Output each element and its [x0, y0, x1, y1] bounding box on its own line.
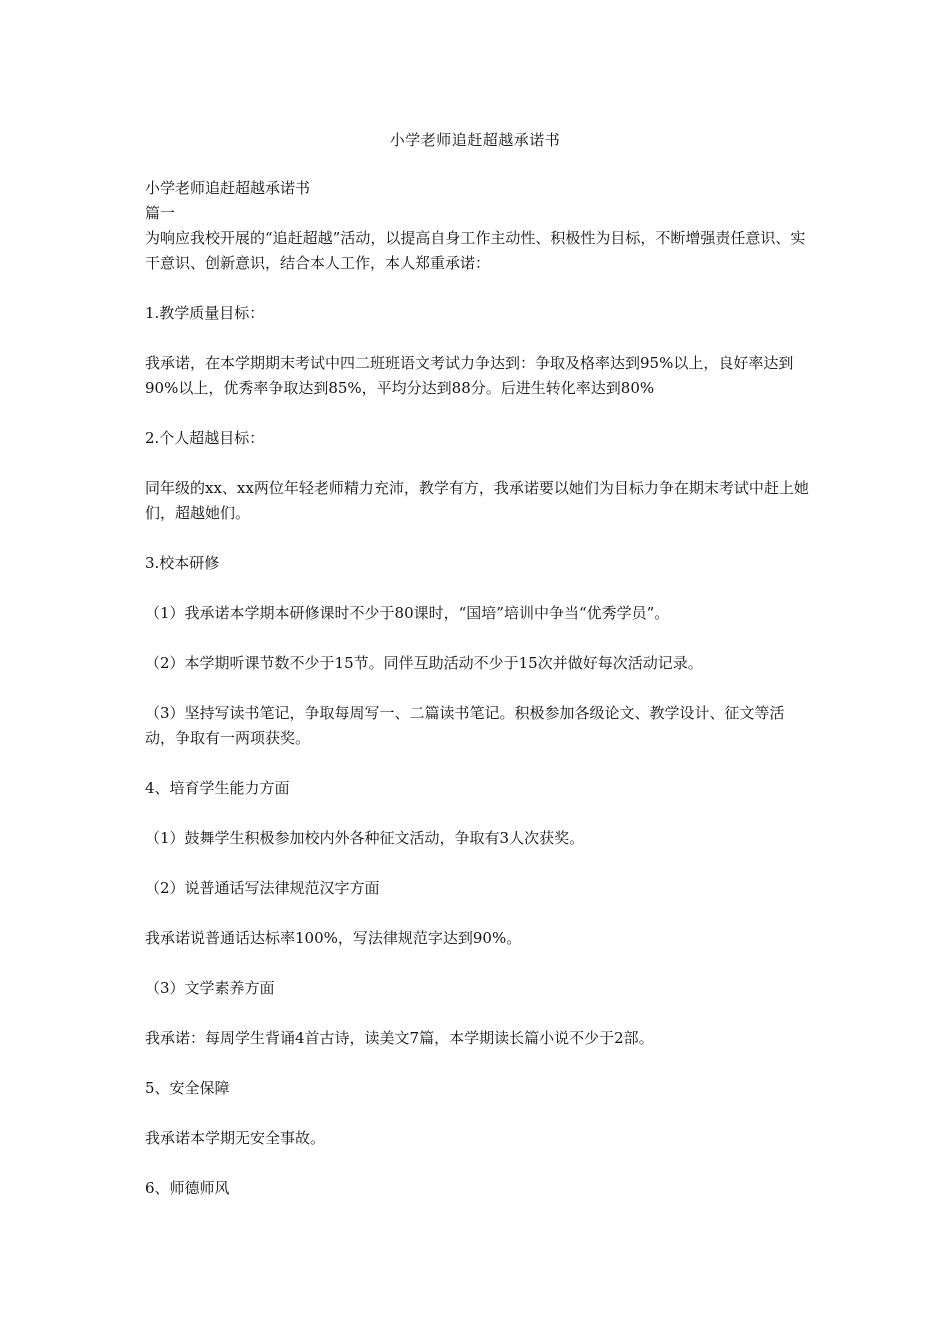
paragraph-ability-1: （1）鼓舞学生积极参加校内外各种征文活动，争取有3人次获奖。 — [145, 829, 585, 847]
paragraph-study-2: （2）本学期听课节数不少于15节。同伴互助活动不少于15次并做好每次活动记录。 — [145, 654, 703, 672]
subtitle: 小学老师追赶超越承诺书 — [145, 179, 311, 197]
heading-personal-goal: 2.个人超越目标： — [145, 429, 265, 447]
heading-school-study: 3.校本研修 — [145, 554, 220, 572]
section-label: 篇一 — [145, 204, 176, 222]
document-body — [145, 176, 810, 1201]
paragraph-teaching-quality: 我承诺，在本学期期末考试中四二班班语文考试力争达到：争取及格率达到95%以上，良好率达到90%以上，优秀率争取达到85%，平均分达到88分。后进生转化率达到80% — [145, 354, 794, 397]
heading-student-ability: 4、培育学生能力方面 — [145, 779, 290, 797]
paragraph-safety: 我承诺本学期无安全事故。 — [145, 1129, 326, 1147]
heading-ethics: 6、师德师风 — [145, 1179, 230, 1197]
paragraph-ability-3: （3）文学素养方面 — [145, 979, 275, 997]
heading-safety: 5、安全保障 — [145, 1079, 230, 1097]
paragraph-ability-3-detail: 我承诺：每周学生背诵4首古诗，读美文7篇，本学期读长篇小说不少于2部。 — [145, 1029, 654, 1047]
paragraph-ability-2: （2）说普通话写法律规范汉字方面 — [145, 879, 380, 897]
paragraph-study-3: （3）坚持写读书笔记，争取每周写一、二篇读书笔记。积极参加各级论文、教学设计、征文等活动，争取有一两项获奖。 — [145, 704, 785, 747]
intro-paragraph: 为响应我校开展的“追赶超越”活动，以提高自身工作主动性、积极性为目标，不断增强责任意识、实干意识、创新意识，结合本人工作，本人郑重承诺： — [145, 229, 806, 272]
paragraph-study-1: （1）我承诺本学期本研修课时不少于80课时，“国培”培训中争当“优秀学员”。 — [145, 604, 670, 622]
paragraph-ability-2-detail: 我承诺说普通话达标率100%，写法律规范字达到90%。 — [145, 929, 522, 947]
heading-teaching-quality: 1.教学质量目标： — [145, 304, 265, 322]
document-title: 小学老师追赶超越承诺书 — [389, 131, 561, 149]
paragraph-personal-goal: 同年级的xx、xx两位年轻老师精力充沛，教学有方，我承诺要以她们为目标力争在期末考试中赶上她们，超越她们。 — [145, 479, 809, 522]
